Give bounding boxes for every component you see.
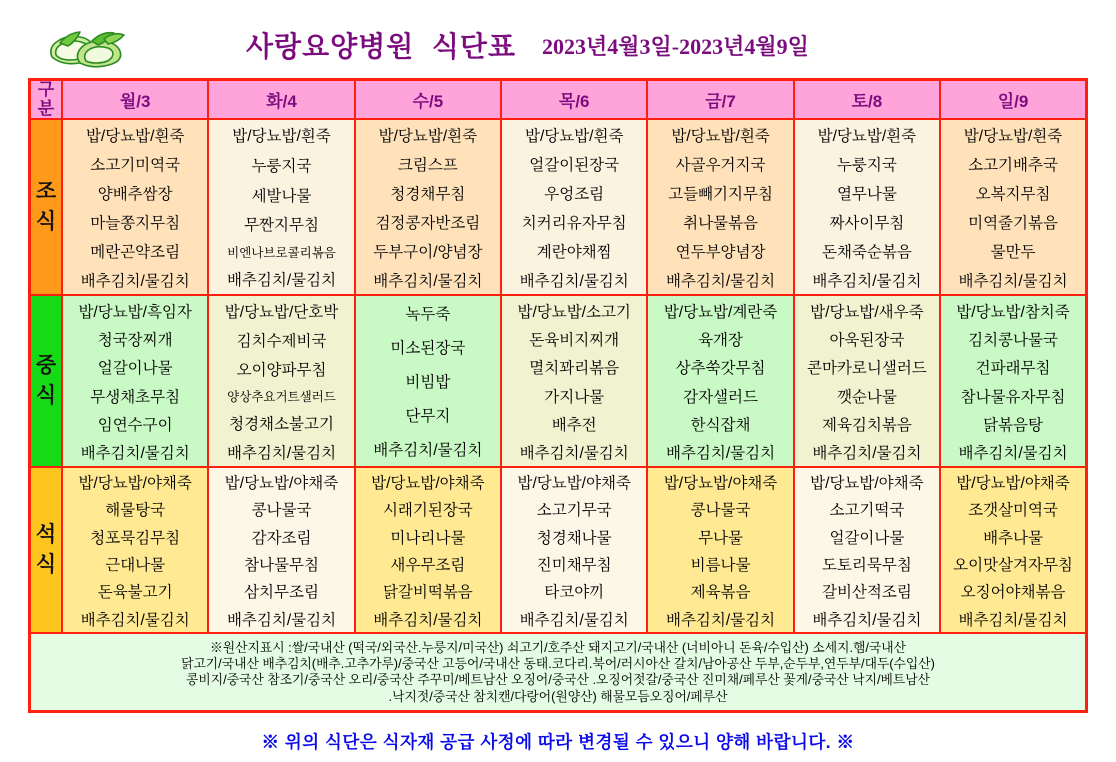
dinner-row [30,467,1087,633]
menu-items: 밥/당뇨밥/흰죽 소고기미역국 양배추쌈장 마늘쫑지무침 메란곤약조림 배추김치/물김치 [80,127,190,290]
menu-cell-breakfast-mon [62,119,208,295]
menu-items: 밥/당뇨밥/소고기 돈육비지찌개 멸치꽈리볶음 가지나물 배추전 배추김치/물김치 [517,303,631,463]
menu-cell-breakfast-sun [940,119,1086,295]
page-title: 사랑요양병원 식단표 [246,31,516,62]
menu-items: 밥/당뇨밥/야채죽 콩나물국 감자조림 참나물무침 삼치무조림 배추김치/물김치 [224,475,339,629]
menu-cell-breakfast-tue [208,119,354,295]
menu-items: 밥/당뇨밥/새우죽 아욱된장국 콘마카로니샐러드 깻순나물 제육김치볶음 배추김치/물김치 [806,303,927,463]
meal-label-lunch [30,295,63,467]
menu-items: 밥/당뇨밥/흰죽 누룽지국 세발나물 무짠지무침 비엔나브로콜리볶음 배추김치/물김치 [226,128,337,290]
meal-label-text: 중식 [35,353,57,408]
day-header-mon: 월/3 [62,80,208,120]
menu-items: 밥/당뇨밥/단호박 김치수제비국 오이양파무침 양상추요거트샐러드 청경채소불고기 배추김치/물김치 [224,303,339,462]
day-header-wed: 수/5 [355,80,501,120]
menu-items: 밥/당뇨밥/야채죽 소고기무국 청경채나물 진미채무침 타코야끼 배추김치/물김치 [517,475,631,629]
menu-items: 밥/당뇨밥/흰죽 크림스프 청경채무침 검정콩자반조림 두부구이/양념장 배추김치/물김치 [373,127,483,290]
cabbage-logo-icon [46,19,128,71]
menu-cell-dinner-thu [501,467,647,633]
menu-cell-dinner-sun [940,467,1086,633]
menu-items: 밥/당뇨밥/흰죽 얼갈이된장국 우엉조림 치커리유자무침 계란야채찜 배추김치/물김치 [519,127,629,290]
origin-row [30,633,1087,712]
meal-label-breakfast [30,119,63,295]
menu-cell-lunch-mon [62,295,208,467]
menu-cell-lunch-sun [940,295,1086,467]
menu-cell-dinner-fri [647,467,793,633]
day-header-fri: 금/7 [647,80,793,120]
meal-label-dinner [30,467,63,633]
menu-items: 밥/당뇨밥/야채죽 조갯살미역국 배추나물 오이맛살겨자무침 오징어야채볶음 배추김치/물김치 [953,475,1073,629]
menu-items: 밥/당뇨밥/흑임자 청국장찌개 얼갈이나물 무생채초무침 임연수구이 배추김치/물김치 [78,303,192,463]
menu-cell-dinner-tue [208,467,354,633]
title-bar [0,0,1116,78]
menu-cell-dinner-mon [62,467,208,633]
meal-label-text: 조식 [35,179,57,234]
menu-cell-breakfast-fri [647,119,793,295]
day-header-sun: 일/9 [940,80,1086,120]
date-range: 2023년4월3일-2023년4월9일 [542,33,809,59]
breakfast-row [30,119,1087,295]
menu-items: 밥/당뇨밥/흰죽 누룽지국 열무나물 짜사이무침 돈채죽순볶음 배추김치/물김치 [812,127,922,290]
menu-cell-breakfast-wed [355,119,501,295]
menu-cell-lunch-fri [647,295,793,467]
menu-cell-dinner-wed [355,467,501,633]
menu-cell-breakfast-sat [794,119,940,295]
day-header-row [30,80,1087,120]
menu-items: 밥/당뇨밥/야채죽 시래기된장국 미나리나물 새우무조림 닭갈비떡볶음 배추김치/물김치 [371,475,485,629]
day-header-thu: 목/6 [501,80,647,120]
menu-cell-dinner-sat [794,467,940,633]
meal-label-text: 석식 [35,522,57,577]
menu-cell-lunch-tue [208,295,354,467]
day-header-tue: 화/4 [208,80,354,120]
menu-items: 녹두죽 미소된장국 비빔밥 단무지 배추김치/물김치 [373,306,483,460]
origin-info: ※원산지표시 :쌀/국내산 (떡국/외국산.누룽지/미국산) 쇠고기/호주산 돼지고기/국내산 (너비아니 돈육/수입산) 소세지.햄/국내산 닭고기/국내산 배추김치(배추.고추가루)/중국산 고등어/국내산 동태.코다리.북어/러시아산 갈치/남아공산 두부,순두부,연두부/대두(수입산) 콩비지/중국산 참조기/중국산 오리/중국산 주꾸미/베트남산 오징어/중국산 .오징어젓갈/중국산 진미채/페루산 꽃게/중국산 낙지/베트남산 .낙지젓/중국산 참치캔/다랑어(원양산) 해물모듬오징어/페루산 [30,633,1087,712]
menu-cell-lunch-thu [501,295,647,467]
menu-items: 밥/당뇨밥/흰죽 소고기배추국 오복지무침 미역줄기볶음 물만두 배추김치/물김치 [958,127,1068,290]
menu-cell-lunch-sat [794,295,940,467]
menu-cell-breakfast-thu [501,119,647,295]
change-notice: ※ 위의 식단은 식자재 공급 사정에 따라 변경될 수 있으니 양해 바랍니다. ※ [261,732,855,753]
menu-items: 밥/당뇨밥/야채죽 소고기떡국 얼갈이나물 도토리묵무침 갈비산적조림 배추김치/물김치 [810,475,924,629]
menu-items: 밥/당뇨밥/계란죽 육개장 상추쑥갓무침 감자샐러드 한식잡채 배추김치/물김치 [663,303,778,463]
corner-cell [30,80,63,120]
menu-items: 밥/당뇨밥/야채죽 해물탕국 청포묵김무침 근대나물 돈육불고기 배추김치/물김치 [78,475,192,629]
lunch-row [30,295,1087,467]
menu-items: 밥/당뇨밥/야채죽 콩나물국 무나물 비름나물 제육볶음 배추김치/물김치 [663,475,778,629]
menu-cell-lunch-wed [355,295,501,467]
corner-label: 구분 [37,80,55,118]
day-header-sat: 토/8 [794,80,940,120]
menu-items: 밥/당뇨밥/흰죽 사골우거지국 고들빼기지무침 취나물볶음 연두부양념장 배추김치/물김치 [665,127,776,290]
menu-items: 밥/당뇨밥/참치죽 김치콩나물국 건파래무침 참나물유자무침 닭볶음탕 배추김치/물김치 [956,303,1070,463]
menu-table [28,78,1088,713]
